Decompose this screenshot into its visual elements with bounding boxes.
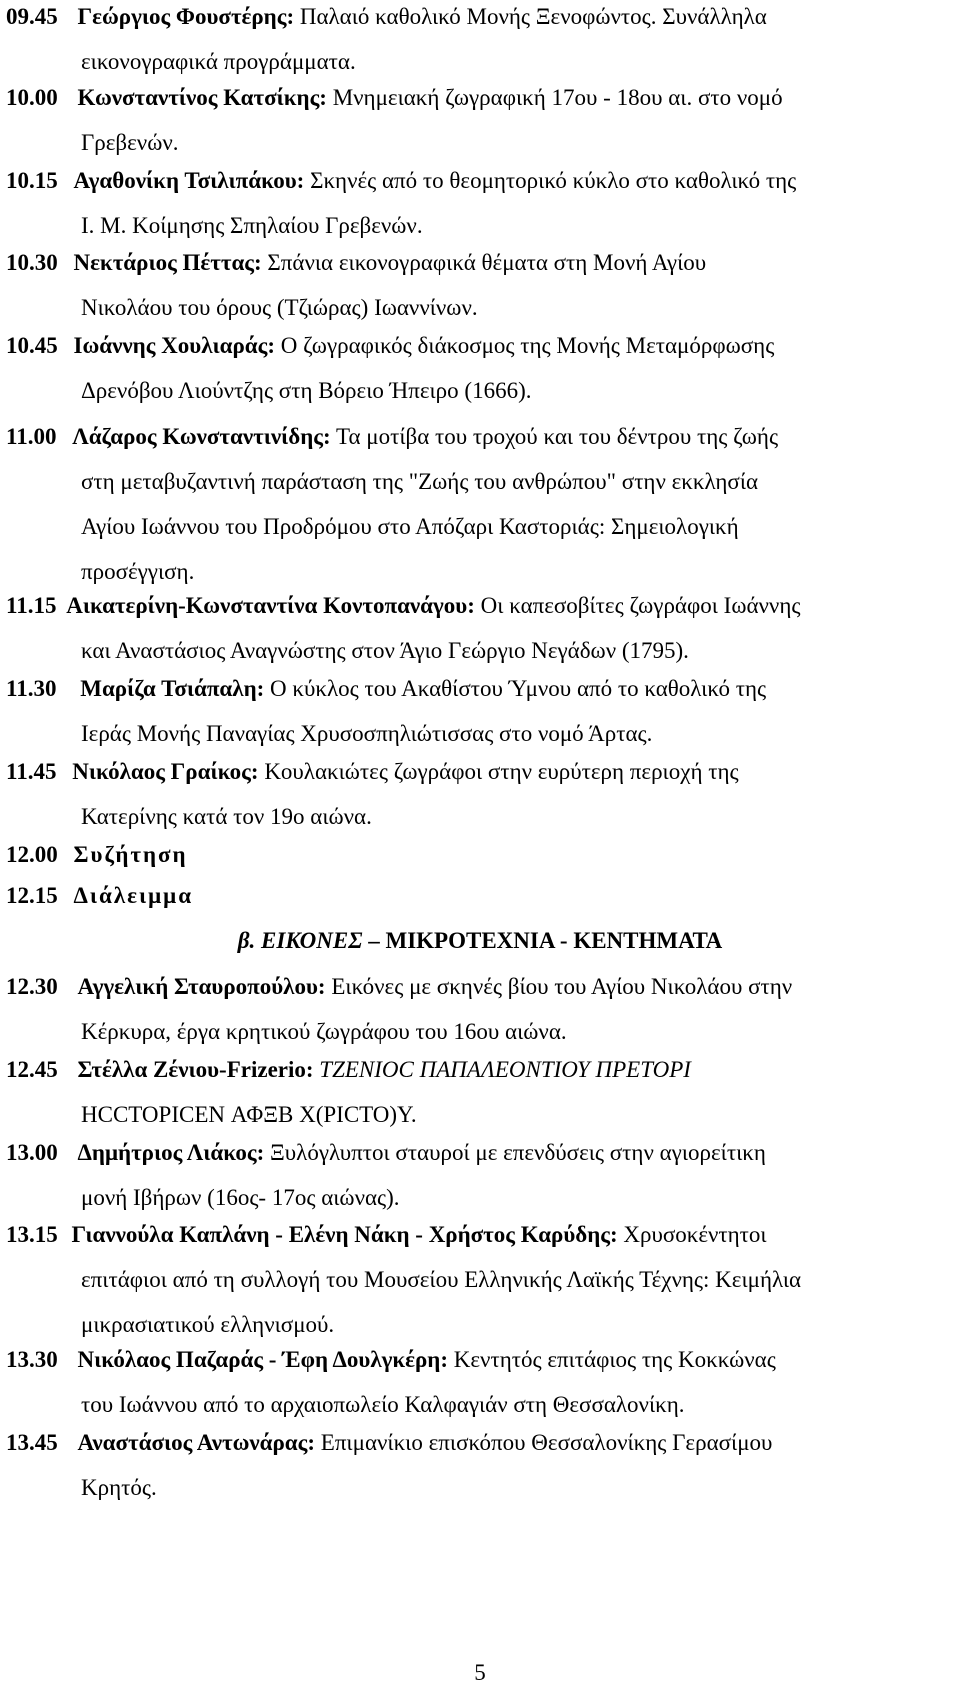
talk-title: Ο κύκλος του Ακαθίστου Ύμνου από το καθολικό της — [264, 676, 767, 701]
speaker-name: Αικατερίνη-Κωνσταντίνα Κοντοπανάγου: — [66, 593, 475, 618]
speaker-name: Ιωάννης Χουλιαράς: — [73, 333, 275, 358]
program-entry — [6, 75, 951, 165]
talk-title-cont: προσέγγιση. — [81, 559, 195, 584]
program-entry — [6, 873, 951, 918]
entry-time: 12.45 — [6, 1057, 58, 1082]
section-heading — [0, 918, 960, 963]
speaker-name: Νικόλαος Γραίκος: — [72, 759, 259, 784]
talk-title: Κεντητός επιτάφιος της Κοκκώνας — [448, 1347, 776, 1372]
talk-title-cont: Κέρκυρα, έργα κρητικού ζωγράφου του 16ου αιώνα. — [81, 1019, 567, 1044]
talk-title-cont: Γρεβενών. — [81, 130, 179, 155]
talk-title: Σπάνια εικονογραφικά θέματα στη Μονή Αγίου — [261, 250, 707, 275]
talk-title-cont: Αγίου Ιωάννου του Προδρόμου στο Απόζαρι Καστοριάς: Σημειολογική — [81, 514, 739, 539]
program-entry — [6, 832, 951, 877]
talk-title: Σκηνές από το θεομητορικό κύκλο στο καθολικό της — [304, 168, 797, 193]
talk-title: Εικόνες με σκηνές βίου του Αγίου Νικολάου στην — [325, 974, 793, 999]
speaker-name: Γιαννούλα Καπλάνη - Ελένη Νάκη - Χρήστος Καρύδης: — [71, 1222, 618, 1247]
entry-time: 09.45 — [6, 4, 58, 29]
section-letter: β. ΕΙΚΟΝΕΣ — [237, 928, 363, 953]
section-dash: – — [362, 928, 386, 953]
entry-time: 13.15 — [6, 1222, 58, 1247]
speaker-name: Αναστάσιος Αντωνάρας: — [77, 1430, 316, 1455]
program-entry — [6, 964, 951, 1054]
talk-title: Κουλακιώτες ζωγράφοι στην ευρύτερη περιοχή της — [258, 759, 739, 784]
page-number: 5 — [474, 1660, 486, 1685]
entry-time: 10.00 — [6, 85, 58, 110]
speaker-name: Λάζαρος Κωνσταντινίδης: — [72, 424, 331, 449]
discussion-label: Συζήτηση — [73, 842, 188, 867]
program-entry — [6, 1337, 951, 1427]
talk-title-cont: μονή Ιβήρων (16ος- 17ος αιώνας). — [81, 1185, 400, 1210]
talk-title-cont: Δρενόβου Λιούντζης στη Βόρειο Ήπειρο (1666). — [81, 378, 532, 403]
talk-title: ΤΖΕΝΙΟC ΠΑΠΑΛΕΟΝΤΙΟΥ ΠΡΕΤΟΡΙ — [313, 1057, 691, 1082]
talk-title-cont: Κρητός. — [81, 1475, 157, 1500]
talk-title-cont: μικρασιατικού ελληνισμού. — [81, 1312, 335, 1337]
speaker-name: Αγγελική Σταυροπούλου: — [77, 974, 326, 999]
talk-title-cont: του Ιωάννου από το αρχαιοπωλείο Καλφαγιάν στη Θεσσαλονίκη. — [81, 1392, 685, 1417]
entry-time: 12.15 — [6, 883, 58, 908]
entry-time: 12.30 — [6, 974, 58, 999]
section-title: ΜΙΚΡΟΤΕΧΝΙΑ - ΚΕΝΤΗΜΑΤΑ — [385, 928, 723, 953]
program-entry — [6, 1420, 951, 1510]
entry-time: 11.00 — [6, 424, 57, 449]
talk-title: Επιμανίκιο επισκόπου Θεσσαλονίκης Γερασίμου — [315, 1430, 773, 1455]
break-label: Διάλειμμα — [73, 883, 194, 908]
talk-title-cont: Ιεράς Μονής Παναγίας Χρυσοσπηλιώτισσας στο νομό Άρτας. — [81, 721, 653, 746]
talk-title-cont: Κατερίνης κατά τον 19ο αιώνα. — [81, 804, 372, 829]
speaker-name: Δημήτριος Λιάκος: — [77, 1140, 265, 1165]
talk-title-cont: στη μεταβυζαντινή παράσταση της "Ζωής του ανθρώπου" στην εκκλησία — [81, 469, 759, 494]
talk-title-cont: εικονογραφικά προγράμματα. — [81, 49, 356, 74]
program-entry — [6, 0, 951, 84]
program-entry — [6, 749, 951, 839]
entry-time: 13.30 — [6, 1347, 58, 1372]
talk-title: Τα μοτίβα του τροχού και του δέντρου της ζωής — [330, 424, 779, 449]
program-entry — [6, 583, 951, 673]
talk-title-cont: Νικολάου του όρους (Τζιώρας) Ιωαννίνων. — [81, 295, 478, 320]
talk-title: Μνημειακή ζωγραφική 17ου - 18ου αι. στο νομό — [326, 85, 783, 110]
speaker-name: Γεώργιος Φουστέρης: — [77, 4, 295, 29]
entry-time: 13.00 — [6, 1140, 58, 1165]
entry-time: 11.30 — [6, 676, 57, 701]
speaker-name: Νεκτάριος Πέττας: — [73, 250, 262, 275]
speaker-name: Κωνσταντίνος Κατσίκης: — [77, 85, 327, 110]
entry-time: 13.45 — [6, 1430, 58, 1455]
talk-title-cont: επιτάφιοι από τη συλλογή του Μουσείου Ελληνικής Λαϊκής Τέχνης: Κειμήλια — [81, 1267, 802, 1292]
speaker-name: Αγαθονίκη Τσιλιπάκου: — [73, 168, 305, 193]
speaker-name: Νικόλαος Παζαράς - Έφη Δουλγκέρη: — [77, 1347, 449, 1372]
program-entry — [6, 666, 951, 756]
talk-title: Παλαιό καθολικό Μονής Ξενοφώντος. Συνάλληλα — [294, 4, 767, 29]
entry-time: 10.15 — [6, 168, 58, 193]
entry-time: 11.15 — [6, 593, 57, 618]
entry-time: 12.00 — [6, 842, 58, 867]
talk-title: Οι καπεσοβίτες ζωγράφοι Ιωάννης — [474, 593, 801, 618]
talk-title-cont: και Αναστάσιος Αναγνώστης στον Άγιο Γεώργιο Νεγάδων (1795). — [81, 638, 689, 663]
program-entry — [6, 1212, 951, 1347]
entry-time: 10.30 — [6, 250, 58, 275]
entry-time: 10.45 — [6, 333, 58, 358]
program-entry — [6, 1047, 951, 1137]
program-entry — [6, 158, 951, 248]
speaker-name: Μαρίζα Τσιάπαλη: — [80, 676, 265, 701]
talk-title: Χρυσοκέντητοι — [617, 1222, 767, 1247]
program-entry — [6, 323, 951, 413]
talk-title-cont: HCCTOPICEN ΑΦΞΒ Χ(ΡΙCΤΟ)Υ. — [81, 1102, 417, 1127]
program-entry — [6, 1130, 951, 1220]
entry-time: 11.45 — [6, 759, 57, 784]
talk-title-cont: Ι. Μ. Κοίμησης Σπηλαίου Γρεβενών. — [81, 213, 423, 238]
program-entry — [6, 414, 951, 594]
talk-title: Ο ζωγραφικός διάκοσμος της Μονής Μεταμόρφωσης — [275, 333, 775, 358]
speaker-name: Στέλλα Ζένιου-Frizerio: — [77, 1057, 314, 1082]
program-entry — [6, 240, 951, 330]
talk-title: Ξυλόγλυπτοι σταυροί με επενδύσεις στην αγιορείτικη — [264, 1140, 766, 1165]
